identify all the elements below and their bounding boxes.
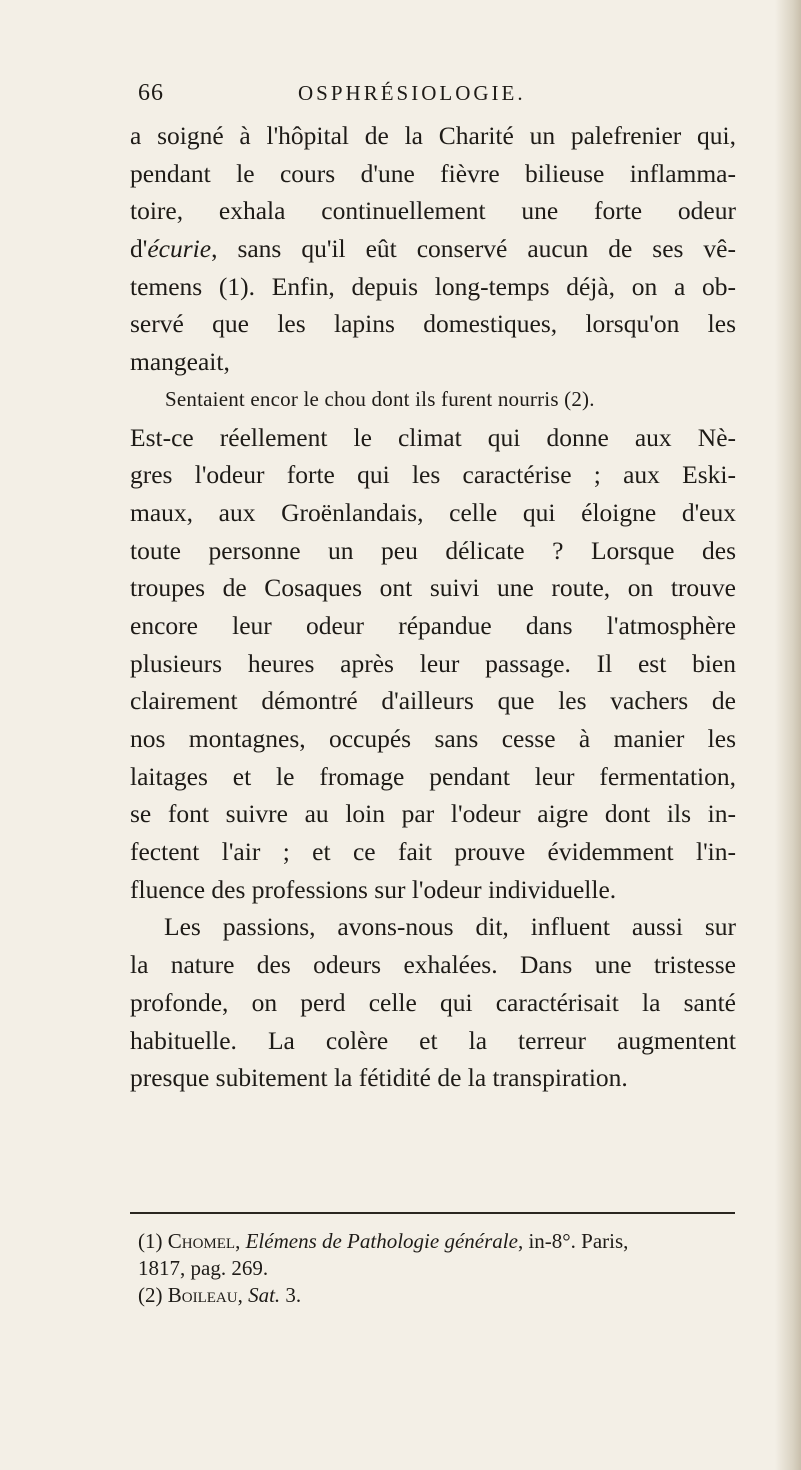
- text-line: la nature des odeurs exhalées. Dans une tristesse: [130, 950, 736, 980]
- text-line: Est-ce réellement le climat qui donne aux Nè-: [130, 422, 736, 452]
- text-line: toire, exhala continuellement une forte odeur: [130, 196, 736, 226]
- text-line: servé que les lapins domestiques, lorsqu'on les: [130, 309, 736, 339]
- text-line: habituelle. La colère et la terreur augmentent: [130, 1025, 736, 1055]
- text-line: clairement démontré d'ailleurs que les vachers de: [130, 686, 736, 716]
- text-fragment: , sans qu'il eût conservé aucun de ses vê-: [211, 234, 736, 264]
- running-title: OSPHRÉSIOLOGIE.: [298, 81, 526, 105]
- text-line: mangeait,: [130, 347, 230, 377]
- page-number: 66: [138, 80, 164, 106]
- text-line: nos montagnes, occupés sans cesse à manier les: [130, 724, 736, 753]
- text-line: plusieurs heures après leur passage. Il est bien: [130, 648, 736, 678]
- text-line: Les passions, avons-nous dit, influent aussi sur: [164, 912, 736, 942]
- italic-word: écurie: [147, 234, 212, 264]
- text-line: [130, 230, 736, 268]
- footnote-1: [138, 1228, 738, 1255]
- text-line: profonde, on perd celle qui caractérisait la santé: [130, 987, 736, 1017]
- text-line: maux, aux Groënlandais, celle qui éloigne d'eux: [130, 497, 736, 527]
- text-line: gres l'odeur forte qui les caractérise ; aux Eski-: [130, 460, 736, 490]
- footnote-author: Boileau: [167, 1283, 238, 1307]
- footnote-marker: (1): [138, 1229, 168, 1253]
- text-line: encore leur odeur répandue dans l'atmosphère: [130, 610, 736, 640]
- footnote-text: ,: [237, 1283, 249, 1307]
- text-line: toute personne un peu délicate ? Lorsque des: [130, 535, 736, 565]
- footnote-rule: [130, 1212, 735, 1214]
- footnote-marker: (2): [138, 1283, 168, 1307]
- text-line: se font suivre au loin par l'odeur aigre dont ils in-: [130, 799, 736, 829]
- footnote-author: Chomel: [167, 1229, 236, 1253]
- footnote-title: Elémens de Pathologie générale: [245, 1229, 518, 1253]
- footnote-text: ,: [235, 1229, 246, 1253]
- text-line: fectent l'air ; et ce fait prouve évidemment l'in-: [130, 837, 736, 867]
- text-line: presque subitement la fétidité de la transpiration.: [130, 1063, 628, 1093]
- footnote-text: 3.: [280, 1283, 302, 1307]
- footnote-1-continued: 1817, pag. 269.: [138, 1256, 269, 1280]
- verse-quotation: Sentaient encor le chou dont ils furent nourris (2).: [165, 386, 595, 411]
- footnote-text: , in-8°. Paris,: [517, 1229, 629, 1253]
- page-edge-shadow: [775, 0, 801, 1470]
- page-header: [138, 80, 738, 116]
- text-line: temens (1). Enfin, depuis long-temps déjà, on a ob-: [130, 271, 736, 301]
- text-line: pendant le cours d'une fièvre bilieuse inflamma-: [130, 158, 736, 188]
- text-fragment: d': [130, 234, 148, 264]
- main-text: [130, 117, 736, 1097]
- text-line: fluence des professions sur l'odeur individuelle.: [130, 874, 617, 904]
- footnote-2: [138, 1282, 738, 1309]
- text-line: a soigné à l'hôpital de la Charité un palefrenier qui,: [130, 121, 736, 150]
- text-line: troupes de Cosaques ont suivi une route, on trouve: [130, 573, 736, 603]
- text-line: laitages et le fromage pendant leur fermentation,: [130, 761, 736, 791]
- footnotes: [138, 1228, 738, 1309]
- footnote-title: Sat.: [248, 1283, 281, 1307]
